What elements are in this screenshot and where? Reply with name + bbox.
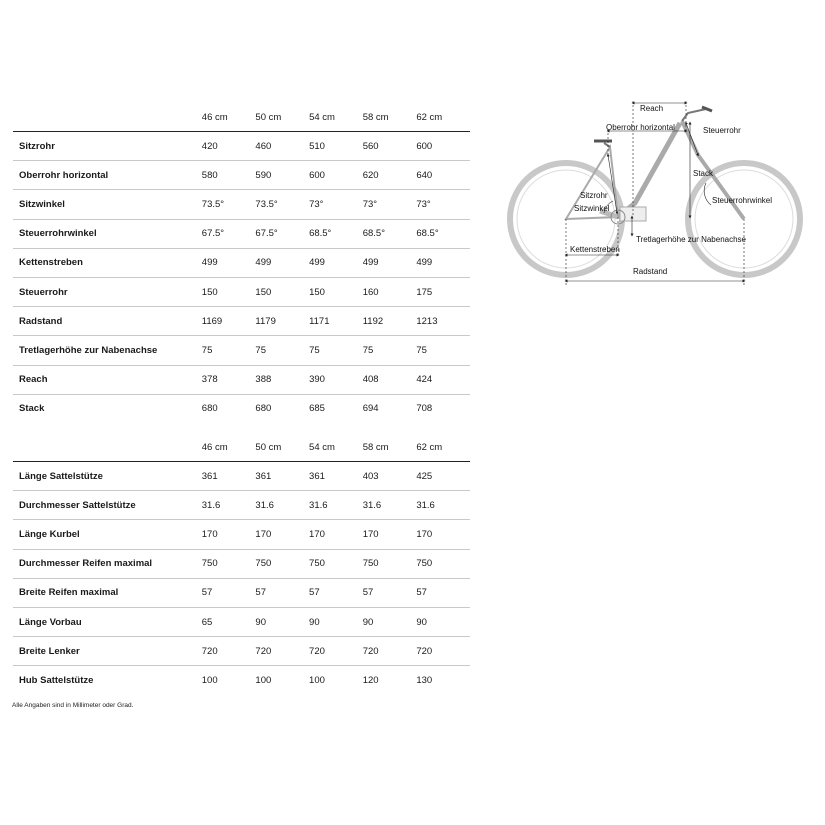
row-value: 390 xyxy=(309,365,363,394)
label-seat-angle: Sitzwinkel xyxy=(574,204,610,213)
row-value: 361 xyxy=(309,462,363,491)
row-value: 1179 xyxy=(255,307,309,336)
row-value: 424 xyxy=(416,365,470,394)
row-value: 560 xyxy=(363,132,417,161)
table-row xyxy=(13,637,470,666)
table-row xyxy=(13,607,470,636)
row-value: 170 xyxy=(363,520,417,549)
row-value: 75 xyxy=(309,336,363,365)
label-reach: Reach xyxy=(640,104,664,113)
row-label: Länge Kurbel xyxy=(13,520,202,549)
row-value: 170 xyxy=(202,520,256,549)
row-value: 685 xyxy=(309,403,325,415)
row-label: Kettenstreben xyxy=(13,248,202,277)
table-row xyxy=(13,666,470,695)
row-value: 57 xyxy=(416,578,470,607)
label-chainstay: Kettenstreben xyxy=(570,245,620,254)
units-footnote: Alle Angaben sind in Millimeter oder Grad. xyxy=(12,702,134,709)
row-value: 57 xyxy=(309,578,363,607)
row-value: 73° xyxy=(363,190,417,219)
row-value: 510 xyxy=(309,132,363,161)
row-value: 1213 xyxy=(416,307,470,336)
table-row xyxy=(13,491,470,520)
row-value: 75 xyxy=(202,336,256,365)
table-row xyxy=(13,549,470,578)
size-header-row xyxy=(13,433,470,462)
table-row xyxy=(13,365,470,394)
table-row xyxy=(13,520,470,549)
row-value: 68.5° xyxy=(363,219,417,248)
row-value: 720 xyxy=(416,637,470,666)
row-label: Steuerrohr xyxy=(13,277,202,306)
row-value: 378 xyxy=(202,365,256,394)
row-value: 73° xyxy=(416,190,470,219)
row-value: 170 xyxy=(255,520,309,549)
row-label: Oberrohr horizontal xyxy=(13,161,202,190)
row-value: 708 xyxy=(416,403,433,415)
row-value: 720 xyxy=(363,637,417,666)
row-label: Breite Reifen maximal xyxy=(13,578,202,607)
table-row xyxy=(13,462,470,491)
row-value: 75 xyxy=(255,336,309,365)
size-header: 50 cm xyxy=(255,433,309,462)
row-value: 90 xyxy=(309,607,363,636)
row-value: 750 xyxy=(255,549,309,578)
size-header: 62 cm xyxy=(416,433,470,462)
row-value: 600 xyxy=(416,132,470,161)
table-row xyxy=(13,277,470,306)
row-value: 57 xyxy=(202,578,256,607)
row-value: 1192 xyxy=(363,307,417,336)
row-value: 73° xyxy=(309,190,363,219)
row-label: Radstand xyxy=(13,307,202,336)
row-label: Sitzrohr xyxy=(13,132,202,161)
table-row xyxy=(13,248,470,277)
row-value: 100 xyxy=(201,674,218,686)
row-value: 720 xyxy=(255,637,309,666)
size-header-row xyxy=(13,103,470,132)
row-value: 170 xyxy=(309,520,363,549)
row-value: 160 xyxy=(363,277,417,306)
row-value: 750 xyxy=(416,549,470,578)
row-value: 361 xyxy=(255,462,309,491)
row-value: 150 xyxy=(255,277,309,306)
row-label: Stack xyxy=(19,403,45,415)
label-seat-tube: Sitzrohr xyxy=(580,191,608,200)
row-value: 75 xyxy=(416,336,470,365)
row-value: 90 xyxy=(255,607,309,636)
table-row xyxy=(13,394,470,423)
row-value: 1169 xyxy=(202,307,256,336)
diagram-labels xyxy=(570,104,772,276)
head-tube-dimension xyxy=(686,123,698,155)
geometry-table xyxy=(13,103,470,423)
header-spacer xyxy=(13,103,202,132)
label-head-tube: Steuerrohr xyxy=(703,126,741,135)
row-value: 750 xyxy=(202,549,256,578)
size-header: 62 cm xyxy=(416,103,470,132)
components-table xyxy=(13,433,470,695)
row-value: 150 xyxy=(202,277,256,306)
row-value: 388 xyxy=(255,365,309,394)
row-value: 499 xyxy=(416,248,470,277)
row-value: 680 xyxy=(201,403,218,415)
table-row xyxy=(13,336,470,365)
down-tube xyxy=(618,123,680,217)
size-header: 54 cm xyxy=(309,103,363,132)
row-value: 425 xyxy=(416,462,470,491)
row-value: 67.5° xyxy=(202,219,256,248)
row-value: 420 xyxy=(202,132,256,161)
row-value: 100 xyxy=(309,674,325,686)
row-value: 31.6 xyxy=(416,491,470,520)
row-value: 31.6 xyxy=(202,491,256,520)
row-value: 361 xyxy=(202,462,256,491)
row-value: 170 xyxy=(416,520,470,549)
label-top-tube: Oberrohr horizontal xyxy=(606,123,675,132)
row-value: 90 xyxy=(363,607,417,636)
table-row xyxy=(13,161,470,190)
row-value: 408 xyxy=(363,365,417,394)
size-header: 50 cm xyxy=(255,103,309,132)
row-value: 68.5° xyxy=(416,219,470,248)
row-label: Durchmesser Sattelstütze xyxy=(13,491,202,520)
row-value: 100 xyxy=(255,674,272,686)
row-value: 600 xyxy=(309,161,363,190)
row-value: 750 xyxy=(363,549,417,578)
row-value: 150 xyxy=(309,277,363,306)
table-row xyxy=(13,307,470,336)
row-value: 750 xyxy=(309,549,363,578)
row-label: Reach xyxy=(13,365,202,394)
size-header: 58 cm xyxy=(363,433,417,462)
row-value: 499 xyxy=(309,248,363,277)
row-label: Tretlagerhöhe zur Nabenachse xyxy=(13,336,202,365)
row-label: Länge Vorbau xyxy=(13,607,202,636)
row-value: 620 xyxy=(363,161,417,190)
row-value: 120 xyxy=(362,674,379,686)
row-value: 130 xyxy=(416,674,433,686)
row-value: 720 xyxy=(202,637,256,666)
row-value: 68.5° xyxy=(309,219,363,248)
row-label: Breite Lenker xyxy=(13,637,202,666)
bike-illustration xyxy=(510,107,800,275)
row-value: 65 xyxy=(202,607,256,636)
row-label: Hub Sattelstütze xyxy=(19,674,94,686)
row-value: 31.6 xyxy=(309,491,363,520)
row-value: 499 xyxy=(363,248,417,277)
header-spacer xyxy=(13,433,202,462)
size-header: 46 cm xyxy=(202,103,256,132)
row-label: Länge Sattelstütze xyxy=(13,462,202,491)
row-value: 90 xyxy=(416,607,470,636)
row-value: 590 xyxy=(255,161,309,190)
row-value: 75 xyxy=(363,336,417,365)
row-value: 57 xyxy=(363,578,417,607)
row-value: 31.6 xyxy=(363,491,417,520)
row-value: 680 xyxy=(255,403,272,415)
table-row xyxy=(13,219,470,248)
row-value: 499 xyxy=(255,248,309,277)
row-value: 67.5° xyxy=(255,219,309,248)
row-value: 694 xyxy=(362,403,379,415)
row-value: 57 xyxy=(255,578,309,607)
row-value: 499 xyxy=(202,248,256,277)
table-row xyxy=(13,190,470,219)
row-value: 175 xyxy=(416,277,470,306)
row-value: 460 xyxy=(255,132,309,161)
table-row xyxy=(13,578,470,607)
row-value: 720 xyxy=(309,637,363,666)
size-header: 46 cm xyxy=(202,433,256,462)
row-value: 73.5° xyxy=(255,190,309,219)
size-header: 54 cm xyxy=(309,433,363,462)
row-label: Durchmesser Reifen maximal xyxy=(13,549,202,578)
row-value: 640 xyxy=(416,161,470,190)
row-value: 580 xyxy=(202,161,256,190)
table-row xyxy=(13,132,470,161)
label-bb-drop: Tretlagerhöhe zur Nabenachse xyxy=(636,235,746,244)
row-label: Sitzwinkel xyxy=(13,190,202,219)
row-label: Steuerrohrwinkel xyxy=(13,219,202,248)
label-head-angle: Steuerrohrwinkel xyxy=(712,196,773,205)
row-value: 31.6 xyxy=(255,491,309,520)
row-value: 403 xyxy=(363,462,417,491)
size-header: 58 cm xyxy=(363,103,417,132)
label-stack: Stack xyxy=(693,169,714,178)
row-value: 73.5° xyxy=(202,190,256,219)
bike-geometry-diagram xyxy=(500,95,810,295)
label-wheelbase: Radstand xyxy=(633,267,668,276)
row-value: 1171 xyxy=(309,307,363,336)
